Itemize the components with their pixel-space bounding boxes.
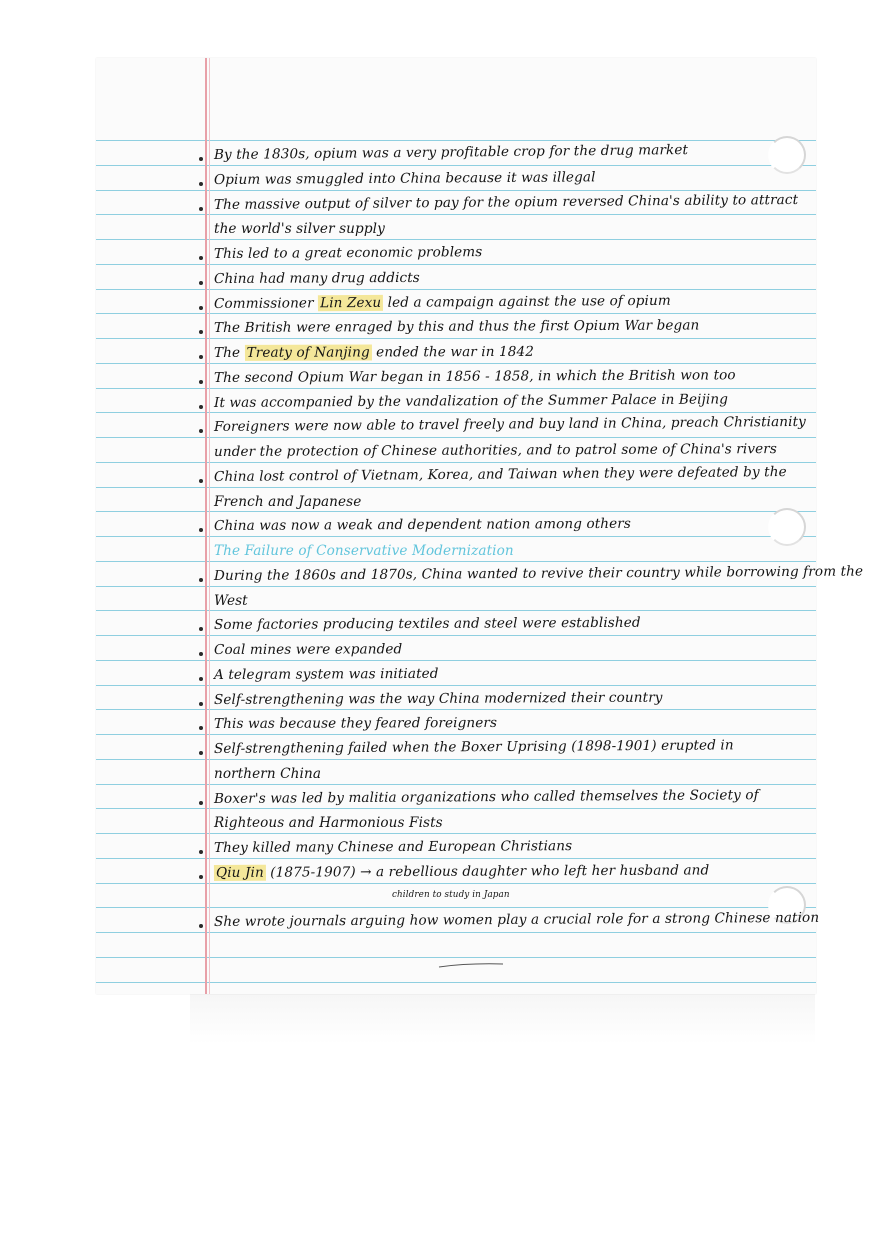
bullet-dot: [199, 380, 203, 384]
bullet-dot: [199, 479, 203, 483]
note-line: [214, 268, 809, 287]
rule-line: [96, 190, 816, 191]
note-text: She wrote journals arguing how women play a crucial role for a strong Chinese nation: [213, 910, 820, 931]
rule-line: [96, 660, 816, 661]
note-text: This led to a great economic problems: [213, 244, 483, 262]
rule-line: [96, 462, 816, 463]
bullet-dot: [199, 157, 203, 161]
note-text: Coal mines were expanded: [213, 641, 403, 658]
note-line: [214, 862, 809, 881]
note-line: [214, 688, 809, 707]
note-line: [213, 563, 864, 584]
note-text: The Failure of Conservative Modernization: [214, 543, 514, 559]
note-text: Righteous and Harmonious Fists: [214, 815, 443, 832]
note-line: [214, 242, 809, 262]
bullet-dot: [199, 281, 203, 285]
highlighted-term: Qiu Jin: [215, 864, 264, 881]
note-text: children to study in Japan: [392, 889, 510, 900]
note-text: the world's silver supply: [214, 221, 385, 238]
note-line: [214, 614, 809, 633]
highlighted-term: Treaty of Nanjing: [246, 344, 370, 361]
bullet-dot: [199, 850, 203, 854]
note-line: [214, 221, 809, 237]
bullet-dot: [199, 306, 203, 310]
bullet-dot: [199, 330, 203, 334]
rule-line: [96, 784, 816, 785]
rule-line: [96, 635, 816, 636]
pen-scribble: [438, 962, 504, 968]
rule-line: [96, 907, 816, 908]
bullet-dot: [199, 256, 203, 260]
note-line: [213, 910, 820, 931]
rule-line: [96, 833, 816, 834]
rule-line: [96, 313, 816, 314]
note-line: [214, 714, 809, 732]
rule-line: [96, 536, 816, 537]
note-text: During the 1860s and 1870s, China wanted to revive their country while borrowing from the: [213, 563, 864, 584]
rule-line: [96, 338, 816, 339]
note-text: China lost control of Vietnam, Korea, and Taiwan when they were defeated by the: [213, 463, 787, 485]
rule-line: [96, 487, 816, 488]
note-text: (1875-1907) → a rebellious daughter who left her husband and: [265, 862, 710, 881]
bullet-dot: [199, 801, 203, 805]
note-line: [392, 890, 880, 900]
rule-line: [96, 734, 816, 735]
rule-line: [96, 363, 816, 364]
margin-line-inner: [209, 58, 210, 994]
rule-line: [96, 561, 816, 562]
margin-line: [205, 58, 207, 994]
bullet-dot: [199, 751, 203, 755]
note-line: [214, 390, 809, 410]
note-text: led a campaign against the use of opium: [383, 292, 671, 311]
rule-line: [96, 586, 816, 587]
rule-line: [96, 982, 816, 983]
rule-line: [96, 759, 816, 760]
note-text: The British were enraged by this and thus the first Opium War began: [213, 317, 700, 337]
note-line: [214, 291, 809, 311]
note-line: [214, 414, 809, 435]
note-line: [214, 343, 809, 361]
rule-line: [96, 511, 816, 512]
note-text: The: [213, 344, 245, 361]
note-text: French and Japanese: [214, 493, 362, 510]
note-line: [214, 494, 809, 510]
bullet-dot: [199, 207, 203, 211]
rule-line: [96, 437, 816, 438]
bullet-dot: [199, 652, 203, 656]
note-line: [214, 593, 809, 609]
note-text: under the protection of Chinese authorities, and to patrol some of China's rivers: [213, 441, 777, 460]
note-line: [214, 141, 809, 163]
note-line: [214, 191, 809, 212]
note-text: China had many drug addicts: [213, 269, 420, 287]
rule-line: [96, 808, 816, 809]
notebook-page: [96, 58, 864, 994]
note-text: It was accompanied by the vandalization of the Summer Palace in Beijing: [213, 390, 729, 411]
bullet-dot: [199, 702, 203, 706]
scan-shadow: [190, 994, 815, 1044]
rule-line: [96, 858, 816, 859]
bullet-dot: [199, 528, 203, 532]
rule-line: [96, 932, 816, 933]
bullet-dot: [199, 355, 203, 359]
note-line: [214, 737, 809, 757]
note-text: West: [214, 592, 248, 609]
note-text: A telegram system was initiated: [213, 665, 439, 683]
rule-line: [96, 165, 816, 166]
rule-line: [96, 264, 816, 265]
bullet-dot: [199, 182, 203, 186]
note-text: Self-strengthening failed when the Boxer Uprising (1898-1901) erupted in: [213, 737, 734, 757]
rule-line: [96, 685, 816, 686]
rule-line: [96, 412, 816, 413]
rule-line: [96, 214, 816, 215]
highlighted-term: Lin Zexu: [320, 294, 382, 311]
note-line: [214, 786, 809, 806]
note-text: northern China: [214, 765, 322, 782]
rule-line: [96, 610, 816, 611]
note-text: By the 1830s, opium was a very profitable crop for the drug market: [213, 142, 689, 163]
note-line: [214, 464, 809, 485]
bullet-dot: [199, 924, 203, 928]
bullet-dot: [199, 627, 203, 631]
rule-line: [96, 239, 816, 240]
note-line: [214, 664, 809, 683]
rule-line: [96, 957, 816, 958]
note-line: [214, 441, 809, 460]
note-line: [214, 815, 809, 831]
note-line: [214, 168, 809, 188]
bullet-dot: [199, 429, 203, 433]
bullet-dot: [199, 578, 203, 582]
note-line: [214, 367, 809, 386]
rule-line: [96, 289, 816, 290]
note-line: [214, 317, 809, 336]
note-text: They killed many Chinese and European Christians: [213, 838, 573, 856]
note-text: Self-strengthening was the way China modernized their country: [213, 689, 663, 708]
note-line: [214, 515, 809, 534]
rule-line: [96, 883, 816, 884]
bullet-dot: [199, 405, 203, 409]
note-line: [214, 837, 809, 856]
rule-line: [96, 709, 816, 710]
bullet-dot: [199, 875, 203, 879]
rule-line: [96, 388, 816, 389]
note-text: China was now a weak and dependent nation among others: [213, 516, 632, 535]
bullet-dot: [199, 726, 203, 730]
note-line: [214, 766, 809, 782]
note-text: Foreigners were now able to travel freely and buy land in China, preach Christianity: [213, 414, 806, 436]
note-text: The massive output of silver to pay for the opium reversed China's ability to attract: [213, 191, 799, 213]
note-text: The second Opium War began in 1856 - 1858, in which the British won too: [213, 367, 736, 386]
note-text: Some factories producing textiles and steel were established: [213, 615, 641, 634]
note-text: ended the war in 1842: [371, 343, 535, 361]
note-line: [214, 640, 809, 658]
bullet-dot: [199, 677, 203, 681]
note-text: Commissioner: [213, 294, 319, 312]
note-text: Boxer's was led by malitia organizations who called themselves the Society of: [213, 786, 759, 807]
note-text: Opium was smuggled into China because it was illegal: [213, 169, 596, 188]
section-heading: [214, 543, 809, 559]
note-text: This was because they feared foreigners: [213, 715, 498, 733]
